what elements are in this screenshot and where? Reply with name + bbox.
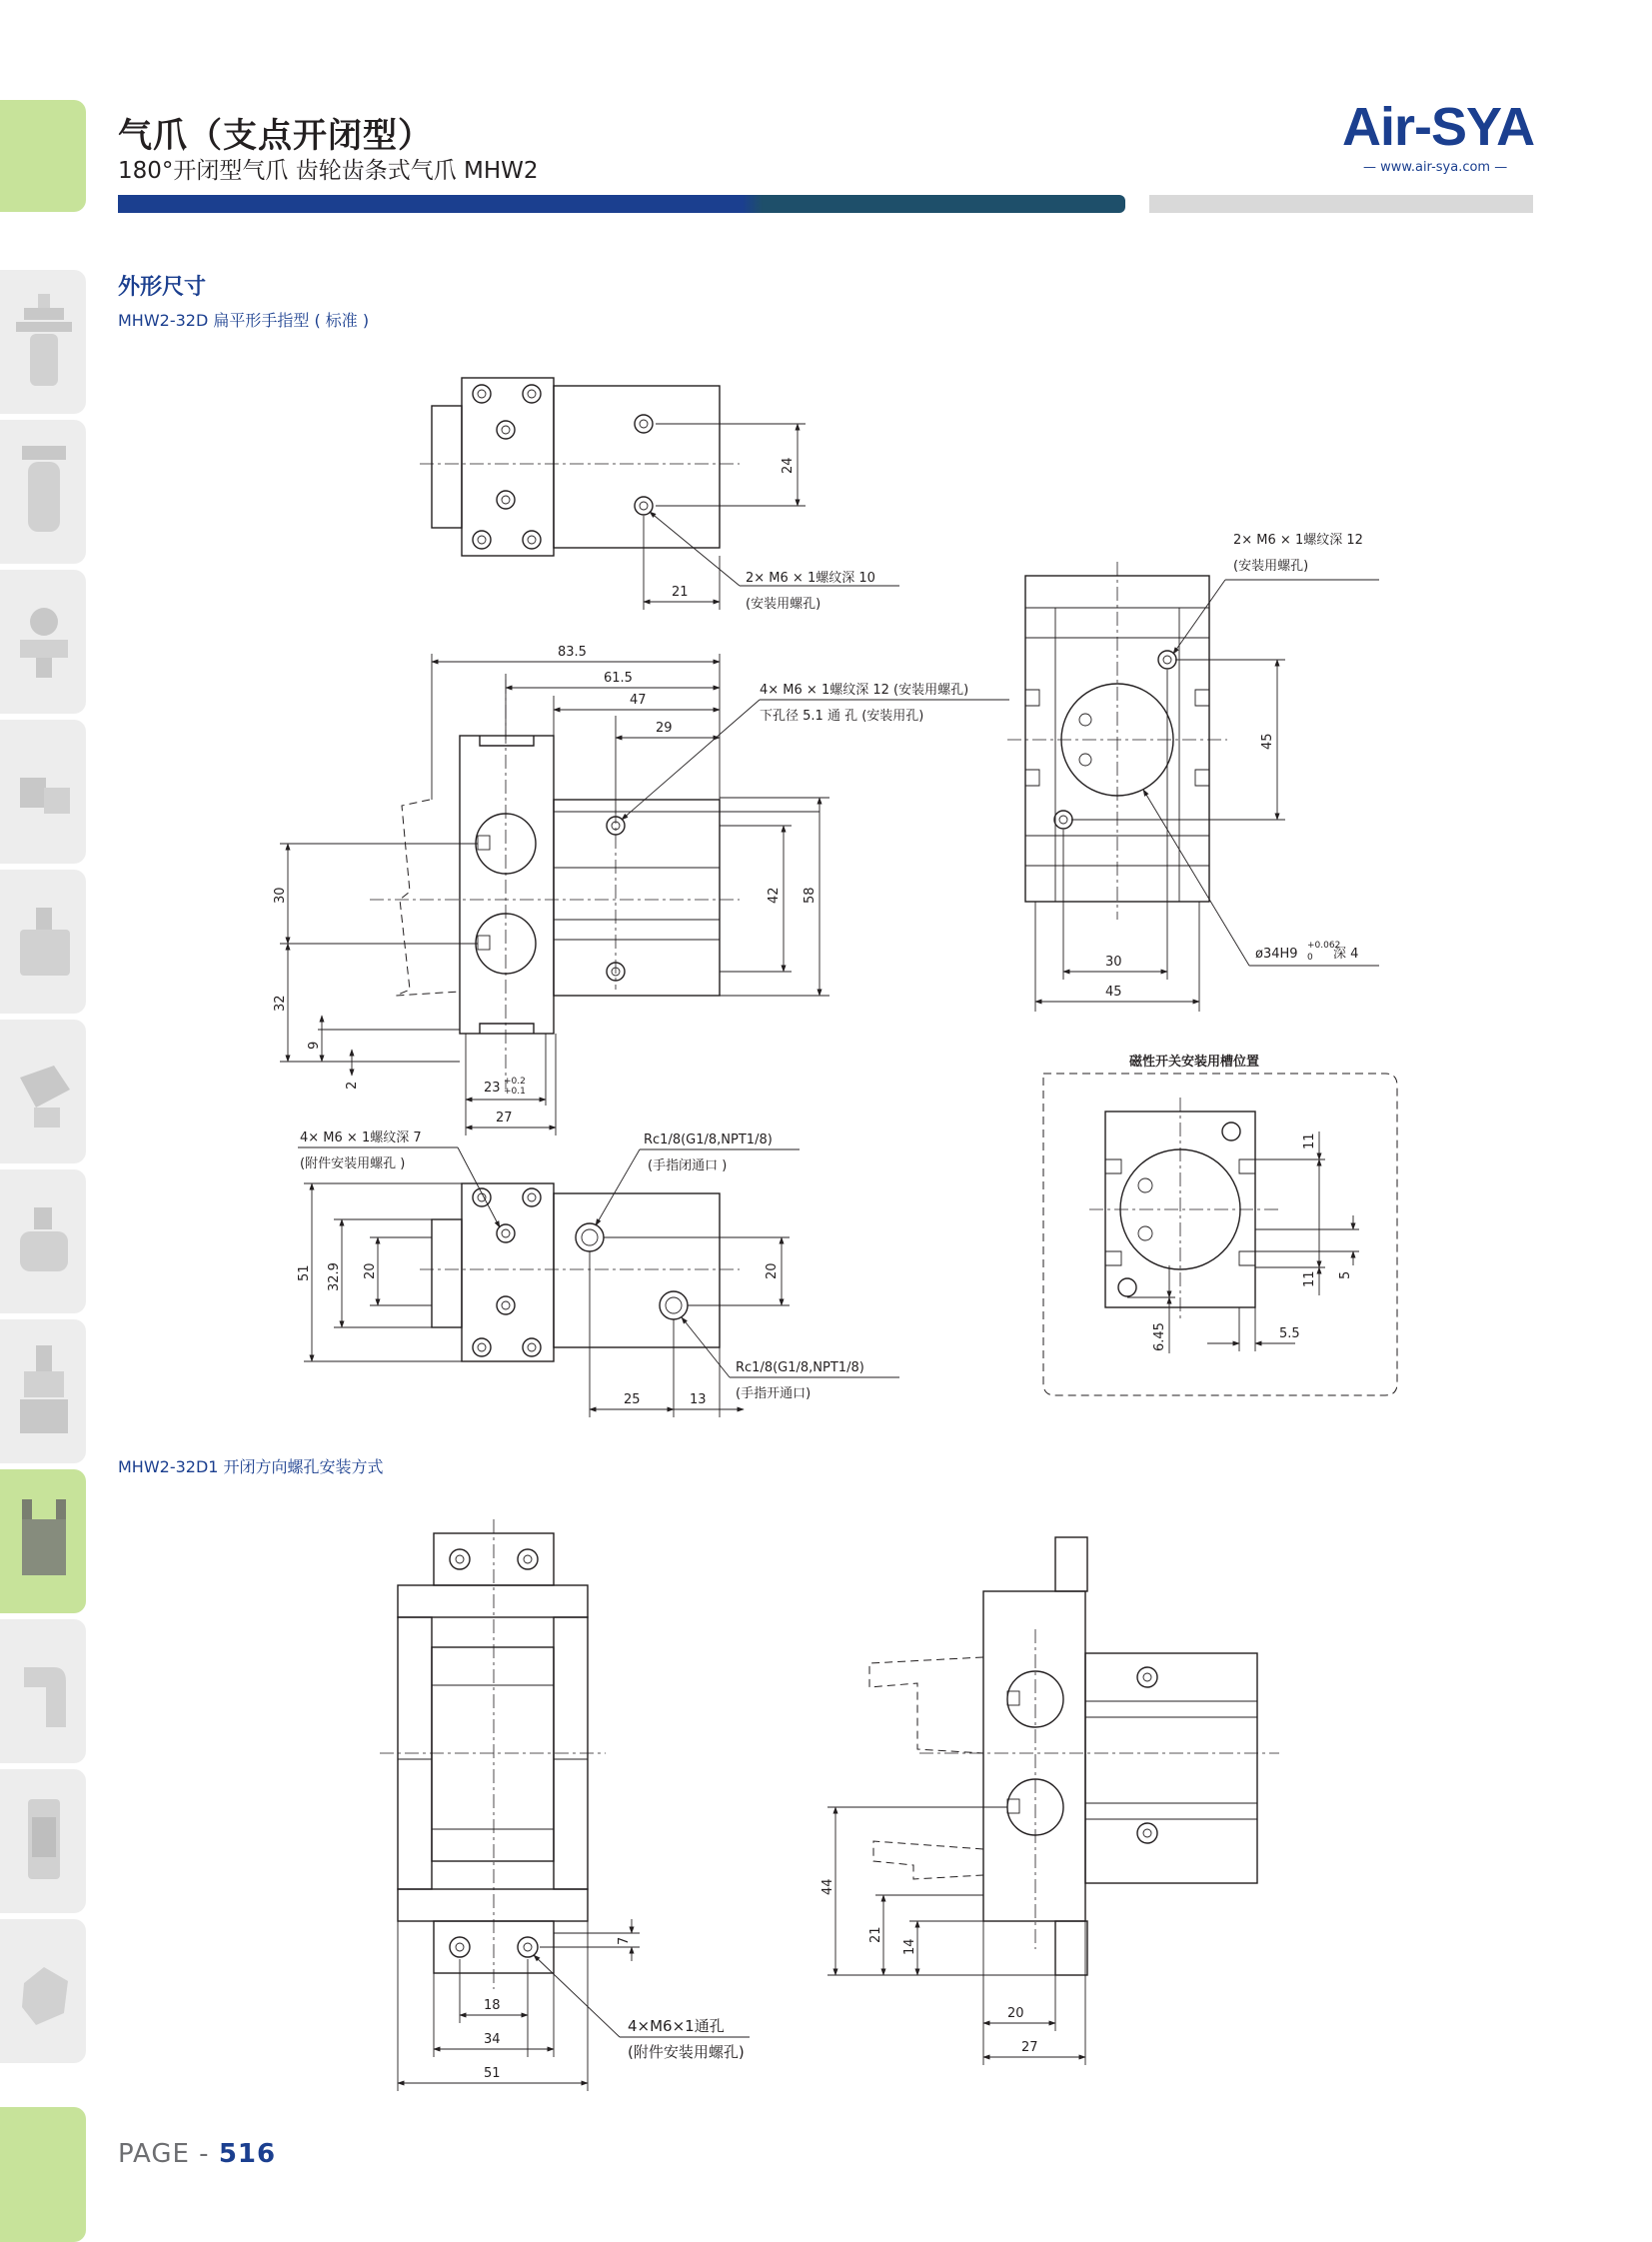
dim-5-5: 5.5 xyxy=(1279,1326,1300,1341)
top-callout-2: (安装用螺孔) xyxy=(746,597,822,612)
section-heading: 外形尺寸 xyxy=(118,275,207,300)
drawing2-front-view xyxy=(380,1519,750,2091)
dim-30-side: 30 xyxy=(1105,955,1122,970)
page-footer xyxy=(118,2139,276,2169)
d2-dim-21: 21 xyxy=(868,1926,883,1943)
bottom-callout-b2: (手指闭通口 ) xyxy=(648,1158,728,1173)
dim-25: 25 xyxy=(624,1392,641,1407)
dim-58: 58 xyxy=(803,887,818,904)
dim-11-top: 11 xyxy=(1302,1132,1317,1149)
dim-30-front: 30 xyxy=(273,887,288,904)
d2-dim-18: 18 xyxy=(484,1998,501,2013)
top-view-holes xyxy=(473,385,653,549)
dim-2: 2 xyxy=(345,1081,360,1090)
side-callout-1: 2× M6 × 1螺纹深 12 xyxy=(1233,533,1363,548)
bottom-callout-c1: Rc1/8(G1/8,NPT1/8) xyxy=(736,1360,864,1375)
dim-45-side: 45 xyxy=(1260,733,1275,750)
bore-tol-upper: +0.062 xyxy=(1307,941,1341,951)
dim-23: 23 xyxy=(484,1081,501,1096)
dim-21-top: 21 xyxy=(672,585,689,600)
brand-logo: Air-SYA xyxy=(1342,97,1535,157)
dim-45-side-h: 45 xyxy=(1105,985,1122,1000)
d2-dim-44: 44 xyxy=(821,1878,835,1895)
brand-url[interactable]: — www.air-sya.com — xyxy=(1363,160,1508,175)
d2-dim-27: 27 xyxy=(1021,2040,1038,2055)
bottom-callout-a1: 4× M6 × 1螺纹深 7 xyxy=(300,1130,422,1145)
bottom-view-holes xyxy=(473,1188,688,1356)
front-callout-1: 4× M6 × 1螺纹深 12 (安装用螺孔) xyxy=(760,683,969,698)
bottom-view xyxy=(297,1129,899,1417)
drawing2-caption: MHW2-32D1 开闭方向螺孔安装方式 xyxy=(118,1457,384,1476)
dim-47: 47 xyxy=(630,693,647,708)
dim-27-front: 27 xyxy=(496,1111,513,1125)
top-callout-1: 2× M6 × 1螺纹深 10 xyxy=(746,571,875,586)
side-callout-2: (安装用螺孔) xyxy=(1233,559,1309,574)
bore-depth: 深 4 xyxy=(1333,947,1359,962)
drawing2-side-view xyxy=(821,1537,1279,2065)
d2-dim-14: 14 xyxy=(902,1938,917,1955)
page-subtitle: 180°开闭型气爪 齿轮齿条式气爪 MHW2 xyxy=(118,158,539,184)
switch-slot-title: 磁性开关安装用槽位置 xyxy=(1129,1055,1260,1070)
dim-23-tol-upper: +0.2 xyxy=(504,1077,526,1087)
top-view xyxy=(420,378,899,612)
switch-slot-detail xyxy=(1043,1054,1397,1395)
bore-tol-lower: 0 xyxy=(1307,953,1313,963)
d2-dim-7: 7 xyxy=(617,1936,632,1945)
bottom-callout-b1: Rc1/8(G1/8,NPT1/8) xyxy=(644,1132,773,1147)
dim-32: 32 xyxy=(273,995,288,1012)
bore-size: ø34H9 xyxy=(1255,947,1298,962)
brand-url-text[interactable]: www.air-sya.com xyxy=(1380,160,1491,175)
drawing1-caption: MHW2-32D 扁平形手指型 ( 标准 ) xyxy=(118,311,370,330)
dim-20-bottom-right: 20 xyxy=(765,1262,780,1279)
side-view xyxy=(1007,532,1379,1012)
dim-11-bottom: 11 xyxy=(1302,1270,1317,1287)
d2-callout-2: (附件安装用螺孔) xyxy=(628,2043,745,2061)
dim-24-top: 24 xyxy=(781,457,796,474)
page-title: 气爪（支点开闭型） xyxy=(118,116,433,156)
dim-83-5: 83.5 xyxy=(558,645,587,660)
dim-5: 5 xyxy=(1338,1270,1353,1279)
bottom-callout-c2: (手指开通口) xyxy=(736,1386,812,1401)
dim-9: 9 xyxy=(307,1041,322,1050)
d2-callout-1: 4×M6×1通孔 xyxy=(628,2017,725,2035)
dim-32-9: 32.9 xyxy=(327,1262,342,1291)
dim-23-tol-lower: +0.1 xyxy=(504,1087,526,1097)
d2-dim-34: 34 xyxy=(484,2032,501,2047)
dim-61-5: 61.5 xyxy=(604,671,633,686)
dim-29: 29 xyxy=(656,721,673,736)
front-view xyxy=(273,645,1009,1135)
dim-51-bottom: 51 xyxy=(297,1264,312,1281)
d2-dim-51: 51 xyxy=(484,2066,501,2081)
dim-6-45: 6.45 xyxy=(1152,1322,1167,1351)
page-number: 516 xyxy=(218,2139,277,2169)
bottom-callout-a2: (附件安装用螺孔 ) xyxy=(300,1156,406,1171)
dim-20-bottom-left: 20 xyxy=(363,1262,378,1279)
front-callout-2: 下孔径 5.1 通 孔 (安装用孔) xyxy=(760,709,924,724)
dim-42: 42 xyxy=(767,887,782,904)
d2-dim-20: 20 xyxy=(1007,2006,1024,2021)
dim-13: 13 xyxy=(690,1392,707,1407)
page-prefix: PAGE - xyxy=(118,2139,219,2169)
